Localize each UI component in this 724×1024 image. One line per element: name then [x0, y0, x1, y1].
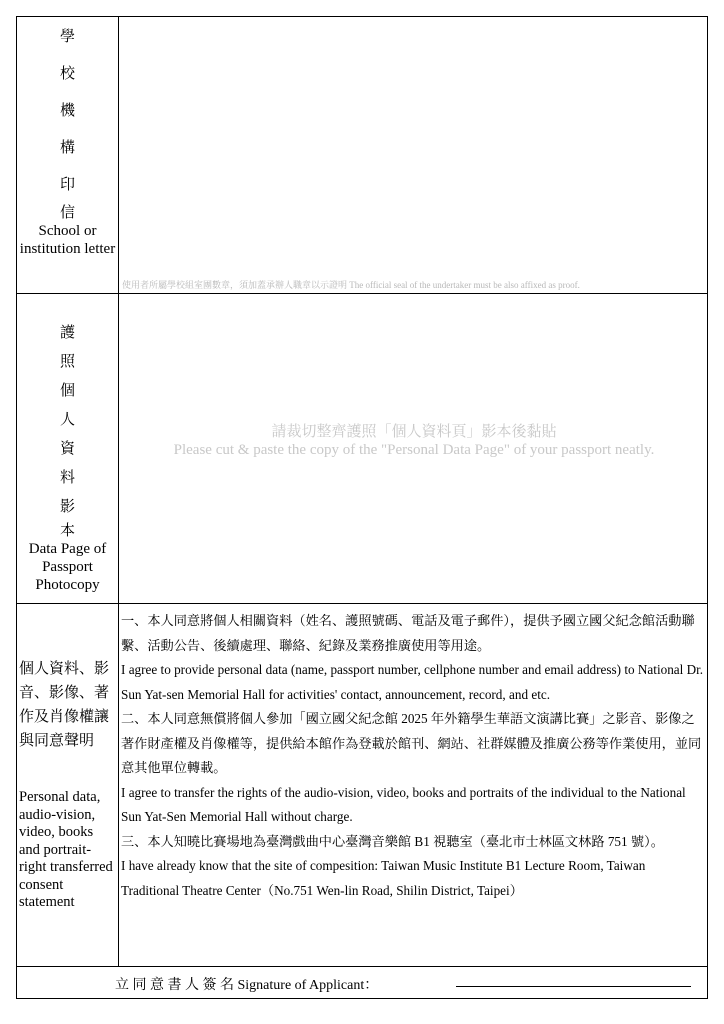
label-char: 機 [59, 103, 75, 119]
signature-label: 立 同 意 書 人 簽 名 Signature of Applicant： [115, 978, 379, 993]
passport-label-en: Data Page of Passport Photocopy [28, 541, 107, 593]
label-char: 本 [59, 523, 75, 539]
label-char: 信 [59, 205, 75, 221]
label-char: 照 [59, 354, 75, 370]
passport-paste-instruction-cn: 請裁切整齊護照「個人資料頁」影本後黏貼 [271, 424, 557, 440]
label-char: 構 [59, 140, 75, 156]
signature-line[interactable] [456, 986, 691, 987]
school-letter-label [17, 19, 118, 258]
passport-paste-instruction-en: Please cut & paste the copy of the "Personal Data Page" of your passport neatly. [173, 442, 655, 458]
consent-label-en: Personal data, audio-vision, video, books and portrait-right transferred consent statement [19, 789, 113, 910]
label-char: 料 [59, 470, 75, 486]
passport-label [17, 319, 118, 594]
label-char: 人 [59, 412, 75, 428]
label-char: 學 [59, 29, 75, 45]
label-char: 個 [59, 383, 75, 399]
consent-statement [121, 609, 704, 903]
consent-paragraph: 一、本人同意將個人相關資料（姓名、護照號碼、電話及電子郵件），提供予國立國父紀念館活動聯繫、活動公告、後續處理、聯絡、紀錄及業務推廣使用等用途。 [121, 613, 695, 653]
seal-note: 使用者所屬學校組室團數章，須加蓋承辦人職章以示證明 The official seal of the undertaker must be also affixed as proof. [122, 280, 580, 290]
label-char: 資 [59, 441, 75, 457]
consent-label-cn: 個人資料、影音、影像、著作及肖像權讓與同意聲明 [19, 661, 110, 749]
label-char: 護 [59, 325, 75, 341]
school-letter-label-en: School or institution letter [19, 223, 116, 257]
passport-label-cjk [17, 319, 118, 540]
school-letter-label-cjk [17, 19, 118, 222]
column-divider [118, 17, 119, 966]
consent-paragraph: I agree to provide personal data (name, passport number, cellphone number and email address) to National Dr. Sun Yat-sen Memorial Hall for activities' contact, announcement, record, and etc. [121, 662, 704, 702]
form-table [16, 16, 708, 999]
consent-paragraph: I have already know that the site of compesition: Taiwan Music Institute B1 Lecture Room, Taiwan Traditional Theatre Center（No.751 Wen-lin Road, Shilin District, Taipei） [121, 858, 646, 898]
label-char: 印 [59, 177, 75, 193]
label-char: 影 [59, 499, 75, 515]
consent-paragraph: 二、本人同意無償將個人參加「國立國父紀念館 2025 年外籍學生華語文演講比賽」之影音、影像之著作財產權及肖像權等，提供給本館作為登載於館刊、網站、社群媒體及推廣公務等作業使用，並同意其他單位轉載。 [121, 711, 702, 775]
row-divider [17, 293, 707, 294]
consent-paragraph: I agree to transfer the rights of the audio-vision, video, books and portraits of the individual to the National Sun Yat-Sen Memorial Hall without charge. [121, 784, 686, 824]
row-divider [17, 966, 707, 967]
consent-paragraph: 三、本人知曉比賽場地為臺灣戲曲中心臺灣音樂館 B1 視聽室（臺北市士林區文林路 751 號）。 [121, 833, 664, 849]
label-char: 校 [59, 66, 75, 82]
row-divider [17, 603, 707, 604]
